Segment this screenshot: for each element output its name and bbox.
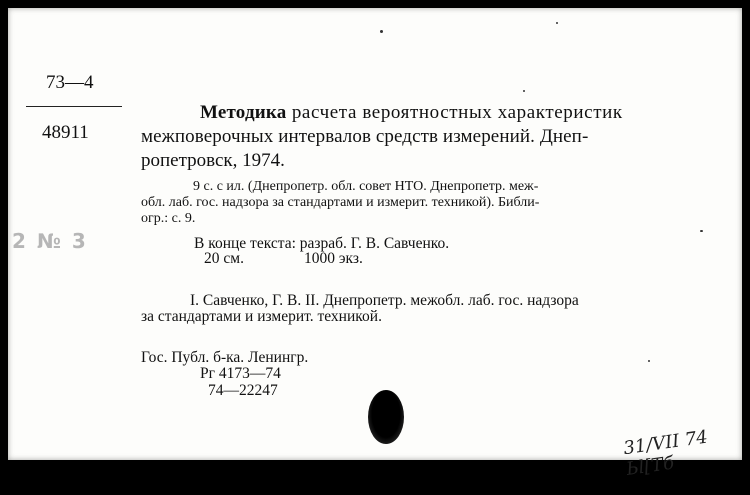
divider: [26, 106, 122, 107]
added-entry-line-2: за стандартами и измерит. техникой.: [141, 308, 382, 325]
ink-speck: [556, 22, 558, 24]
punch-hole: [368, 390, 404, 444]
library-line-1: Гос. Публ. б-ка. Ленингр.: [141, 349, 309, 366]
accession-number: 48911: [42, 122, 89, 143]
handwritten-note: 31/VII 74 Ьl[Тб: [622, 426, 710, 480]
size-note: 20 см.: [204, 250, 244, 267]
title-line-2: межповерочных интервалов средств измерений. Днеп-: [141, 126, 589, 147]
author-note: В конце текста: разраб. Г. В. Савченко.: [194, 235, 450, 252]
title-line-1: [200, 101, 623, 125]
publication-line-3: огр.: с. 9.: [141, 211, 196, 226]
edition-note: 1000 экз.: [304, 250, 363, 267]
ink-speck: [380, 30, 383, 33]
library-line-2: Рг 4173—74: [200, 365, 281, 382]
added-entry-line-1: I. Савченко, Г. В. II. Днепропетр. межобл. лаб. гос. надзора: [190, 292, 579, 309]
catalog-card: [8, 8, 742, 480]
title-line-1-rest: расчета вероятностных характеристик: [286, 102, 623, 123]
title-line-3: ропетровск, 1974.: [141, 150, 285, 171]
call-number: 73—4: [46, 72, 94, 93]
ink-speck: [523, 90, 525, 92]
ink-speck: [648, 360, 650, 362]
margin-stamp: 2 № 3: [12, 229, 88, 253]
ink-speck: [700, 230, 703, 232]
publication-line-1: 9 с. с ил. (Днепропетр. обл. совет НТО. Днепропетр. меж-: [193, 179, 539, 194]
publication-line-2: обл. лаб. гос. надзора за стандартами и измерит. техникой). Библи-: [141, 195, 540, 210]
library-line-3: 74—22247: [208, 382, 278, 399]
title-keyword: Методика: [200, 102, 287, 123]
